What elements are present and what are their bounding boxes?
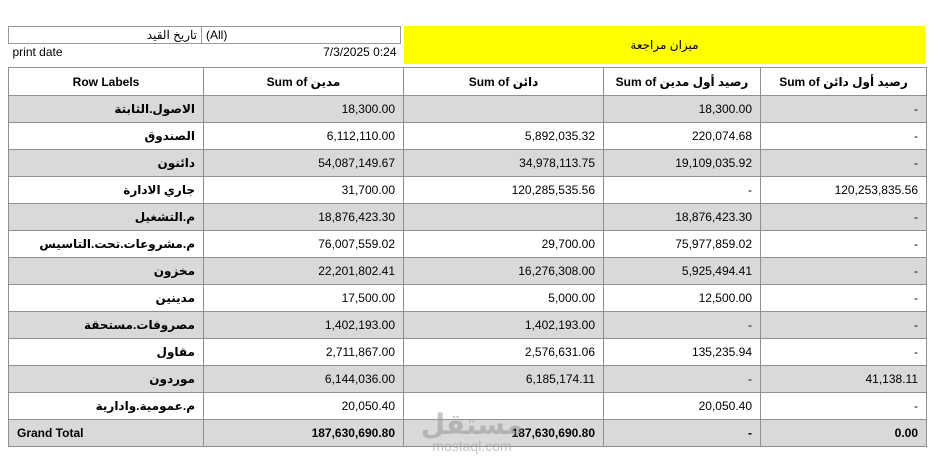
header-sum-credit[interactable]: Sum of دائن: [404, 68, 604, 96]
cell-credit: 6,185,174.11: [404, 366, 604, 393]
table-row: [9, 177, 927, 204]
filter-field-label: تاريخ القيد: [9, 27, 202, 44]
pivot-header-row: [9, 68, 927, 96]
cell-credit: 16,276,308.00: [404, 258, 604, 285]
filter-field-dropdown[interactable]: (All): [202, 27, 401, 44]
report-filter-table: [8, 26, 401, 60]
cell-opening-credit: -: [761, 96, 927, 123]
cell-credit: 120,285,535.56: [404, 177, 604, 204]
cell-opening-credit: -: [761, 312, 927, 339]
cell-opening-debit: 12,500.00: [604, 285, 761, 312]
print-date-label: print date: [12, 45, 63, 59]
cell-credit: 5,892,035.32: [404, 123, 604, 150]
cell-debit: 31,700.00: [204, 177, 404, 204]
cell-opening-credit: -: [761, 393, 927, 420]
cell-credit: [404, 96, 604, 123]
cell-opening-debit: 135,235.94: [604, 339, 761, 366]
cell-opening-debit: 20,050.40: [604, 393, 761, 420]
table-row: [9, 366, 927, 393]
row-label[interactable]: مخزون: [9, 258, 204, 285]
total-opening-credit: 0.00: [761, 420, 927, 447]
cell-credit: 2,576,631.06: [404, 339, 604, 366]
row-label[interactable]: موردون: [9, 366, 204, 393]
cell-credit: [404, 393, 604, 420]
cell-opening-debit: 19,109,035.92: [604, 150, 761, 177]
cell-opening-credit: -: [761, 123, 927, 150]
cell-debit: 6,144,036.00: [204, 366, 404, 393]
cell-opening-debit: 5,925,494.41: [604, 258, 761, 285]
cell-opening-credit: -: [761, 285, 927, 312]
table-row: [9, 285, 927, 312]
table-row: [9, 312, 927, 339]
cell-debit: 17,500.00: [204, 285, 404, 312]
grand-total-label: Grand Total: [9, 420, 204, 447]
cell-opening-debit: -: [604, 177, 761, 204]
pivot-table: [8, 67, 927, 447]
row-label[interactable]: الصندوق: [9, 123, 204, 150]
table-row: [9, 123, 927, 150]
header-row-labels[interactable]: Row Labels: [9, 68, 204, 96]
row-label[interactable]: م.مشروعات.تحت.التاسيس: [9, 231, 204, 258]
report-title: ميزان مراجعة: [404, 26, 925, 64]
cell-opening-debit: 220,074.68: [604, 123, 761, 150]
cell-credit: 29,700.00: [404, 231, 604, 258]
row-label[interactable]: مدينين: [9, 285, 204, 312]
cell-debit: 2,711,867.00: [204, 339, 404, 366]
row-label[interactable]: دائنون: [9, 150, 204, 177]
total-opening-debit: -: [604, 420, 761, 447]
header-sum-debit[interactable]: Sum of مدين: [204, 68, 404, 96]
row-label[interactable]: مقاول: [9, 339, 204, 366]
header-sum-opening-credit[interactable]: Sum of رصيد أول دائن: [761, 68, 927, 96]
row-label[interactable]: م.عمومية.وادارية: [9, 393, 204, 420]
total-debit: 187,630,690.80: [204, 420, 404, 447]
row-label[interactable]: الاصول.الثابتة: [9, 96, 204, 123]
cell-opening-debit: 75,977,859.02: [604, 231, 761, 258]
total-credit: 187,630,690.80: [404, 420, 604, 447]
table-row: [9, 150, 927, 177]
cell-credit: [404, 204, 604, 231]
row-label[interactable]: م.التشغيل: [9, 204, 204, 231]
cell-opening-credit: -: [761, 339, 927, 366]
grand-total-row: [9, 420, 927, 447]
cell-debit: 6,112,110.00: [204, 123, 404, 150]
cell-credit: 1,402,193.00: [404, 312, 604, 339]
watermark-site: mostaql.com: [432, 438, 512, 454]
cell-opening-debit: -: [604, 366, 761, 393]
cell-opening-credit: -: [761, 204, 927, 231]
watermark-logo: مستقل: [420, 409, 524, 440]
table-row: [9, 204, 927, 231]
table-row: [9, 393, 927, 420]
cell-debit: 20,050.40: [204, 393, 404, 420]
cell-debit: 76,007,559.02: [204, 231, 404, 258]
cell-debit: 1,402,193.00: [204, 312, 404, 339]
cell-credit: 5,000.00: [404, 285, 604, 312]
header-sum-opening-debit[interactable]: Sum of رصيد أول مدين: [604, 68, 761, 96]
cell-opening-debit: 18,300.00: [604, 96, 761, 123]
cell-opening-credit: -: [761, 258, 927, 285]
table-row: [9, 258, 927, 285]
table-row: [9, 231, 927, 258]
cell-opening-credit: 41,138.11: [761, 366, 927, 393]
cell-credit: 34,978,113.75: [404, 150, 604, 177]
row-label[interactable]: مصروفات.مستحقة: [9, 312, 204, 339]
table-row: [9, 96, 927, 123]
print-date-value: 7/3/2025 0:24: [323, 45, 397, 59]
cell-opening-credit: 120,253,835.56: [761, 177, 927, 204]
table-row: [9, 339, 927, 366]
cell-opening-credit: -: [761, 150, 927, 177]
cell-opening-debit: 18,876,423.30: [604, 204, 761, 231]
cell-opening-credit: -: [761, 231, 927, 258]
cell-debit: 22,201,802.41: [204, 258, 404, 285]
cell-debit: 18,300.00: [204, 96, 404, 123]
cell-debit: 18,876,423.30: [204, 204, 404, 231]
row-label[interactable]: جاري الادارة: [9, 177, 204, 204]
cell-opening-debit: -: [604, 312, 761, 339]
cell-debit: 54,087,149.67: [204, 150, 404, 177]
